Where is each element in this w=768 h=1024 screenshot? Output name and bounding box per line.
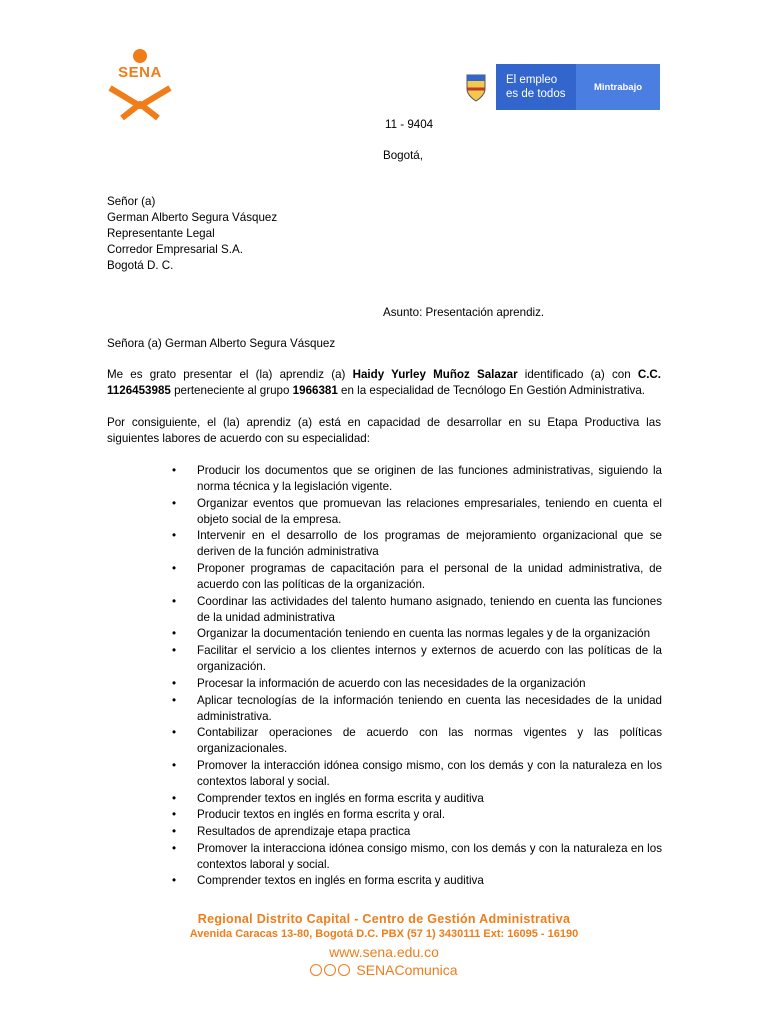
footer-regional: Regional Distrito Capital - Centro de Gestión Administrativa: [197, 912, 571, 926]
footer-address: Avenida Caracas 13-80, Bogotá D.C. PBX (57 1) 3430111 Ext: 16095 - 16190: [189, 928, 579, 940]
gov-ministry: Mintrabajo: [576, 64, 660, 110]
list-item-text: Organizar eventos que promuevan las relaciones empresariales, teniendo en cuenta el objeto social de la empresa.: [197, 496, 662, 526]
crest-icon: [456, 64, 496, 110]
list-item: [172, 561, 662, 593]
list-item-text: Facilitar el servicio a los clientes internos y externos de acuerdo con las políticas de la organización.: [197, 644, 662, 674]
list-item: [172, 758, 662, 790]
recipient-city: Bogotá D. C.: [107, 259, 174, 272]
list-item: [172, 463, 662, 495]
letter-city: Bogotá,: [383, 149, 423, 162]
list-item-text: Resultados de aprendizaje etapa practica: [197, 824, 411, 838]
bullet-icon: •: [172, 726, 177, 740]
letter-greeting: Señora (a) German Alberto Segura Vásquez: [107, 337, 336, 350]
list-item: [172, 528, 662, 560]
list-item-text: Procesar la información de acuerdo con las necesidades de la organización: [197, 676, 586, 690]
instagram-icon: [324, 964, 336, 976]
list-item: [172, 594, 662, 626]
list-item-text: Organizar la documentación teniendo en cuenta las normas legales y de la organización: [197, 627, 651, 641]
list-item-text: Promover la interacciona idónea consigo mismo, con los demás y con la naturaleza en los contextos laboral y social.: [197, 841, 662, 871]
recipient-name: German Alberto Segura Vásquez: [107, 211, 278, 224]
bullet-icon: •: [172, 791, 177, 805]
intro-text-1: Me es grato presentar el (la) aprendiz (a): [107, 368, 353, 381]
reference-number: 11 - 9404: [385, 118, 434, 131]
list-item-text: Producir los documentos que se originen de las funciones administrativas, siguiendo la norma técnica y la legislación vigente.: [197, 464, 662, 493]
capabilities-paragraph: Por consiguiente, el (la) aprendiz (a) está en capacidad de desarrollar en su Etapa Productiva las siguientes labores de acuerdo con su especialidad:: [107, 416, 661, 445]
sena-logo-text: SENA: [118, 64, 162, 81]
bullet-icon: •: [172, 594, 177, 608]
bullet-icon: •: [172, 693, 177, 707]
gov-slogan-line2: es de todos: [506, 88, 566, 100]
bullet-icon: •: [172, 627, 177, 641]
bullet-icon: •: [172, 808, 177, 822]
group-number: 1966381: [292, 384, 338, 397]
list-item: [172, 807, 662, 823]
bullet-icon: •: [172, 841, 177, 855]
list-item-text: Contabilizar operaciones de acuerdo con las normas vigentes y las políticas organizacionales.: [197, 726, 662, 756]
list-item: [172, 791, 662, 807]
list-item: [172, 496, 662, 528]
list-item-text: Comprender textos en inglés en forma escrita y auditiva: [197, 791, 484, 805]
labores-list: [172, 463, 662, 890]
apprentice-name: Haidy Yurley Muñoz Salazar: [352, 368, 518, 381]
social-handle: SENAComunica: [356, 962, 458, 978]
list-item-text: Proponer programas de capacitación para el personal de la unidad administrativa, de acuerdo con las políticas de la organización.: [197, 562, 662, 592]
intro-text-4: en la especialidad de Tecnólogo En Gestión Administrativa.: [337, 384, 646, 397]
bullet-icon: •: [172, 529, 177, 543]
bullet-icon: •: [172, 496, 177, 510]
bullet-icon: •: [172, 562, 177, 576]
bullet-icon: •: [172, 464, 177, 477]
list-item-text: Coordinar las actividades del talento humano asignado, teniendo en cuenta las funciones de la unidad administrativa: [197, 594, 662, 624]
footer-website: www.sena.edu.co: [329, 944, 439, 960]
intro-paragraph: [107, 367, 661, 399]
bullet-icon: •: [172, 824, 177, 838]
recipient-title: Representante Legal: [107, 227, 215, 240]
list-item: [172, 725, 662, 757]
letter-subject: Asunto: Presentación aprendiz.: [383, 306, 545, 319]
list-item: [172, 626, 662, 642]
bullet-icon: •: [172, 676, 177, 690]
intro-text-2: identificado (a) con: [517, 368, 638, 381]
sena-logo-icon: [104, 48, 176, 120]
bullet-icon: •: [172, 644, 177, 658]
list-item-text: Promover la interacción idónea consigo mismo, con los demás y con la naturaleza en los contextos laboral y social.: [197, 758, 662, 788]
list-item-text: Comprender textos en inglés en forma escrita y auditiva: [197, 874, 484, 888]
intro-text-3: perteneciente al grupo: [170, 384, 293, 397]
bullet-icon: •: [172, 874, 177, 888]
recipient-salutation: Señor (a): [107, 195, 156, 208]
list-item: [172, 873, 662, 889]
apprentice-id: C.C. 1126453985: [107, 368, 662, 397]
twitter-icon: [310, 964, 322, 976]
gov-banner: [456, 64, 660, 110]
gov-slogan-line1: El empleo: [506, 74, 558, 86]
gov-slogan: [496, 64, 576, 110]
facebook-icon: [338, 964, 350, 976]
list-item-text: Aplicar tecnologías de la información teniendo en cuenta las necesidades de la unidad administrativa.: [197, 693, 662, 723]
recipient-company: Corredor Empresarial S.A.: [107, 243, 243, 256]
bullet-icon: •: [172, 758, 177, 772]
list-item: [172, 824, 662, 840]
list-item: [172, 676, 662, 692]
footer-social: [0, 962, 768, 978]
list-item-text: Intervenir en el desarrollo de los programas de mejoramiento organizacional que se deriven de la función administrativa: [197, 529, 662, 559]
list-item: [172, 643, 662, 675]
list-item: [172, 841, 662, 873]
list-item: [172, 693, 662, 725]
list-item-text: Producir textos en inglés en forma escrita y oral.: [197, 808, 446, 822]
